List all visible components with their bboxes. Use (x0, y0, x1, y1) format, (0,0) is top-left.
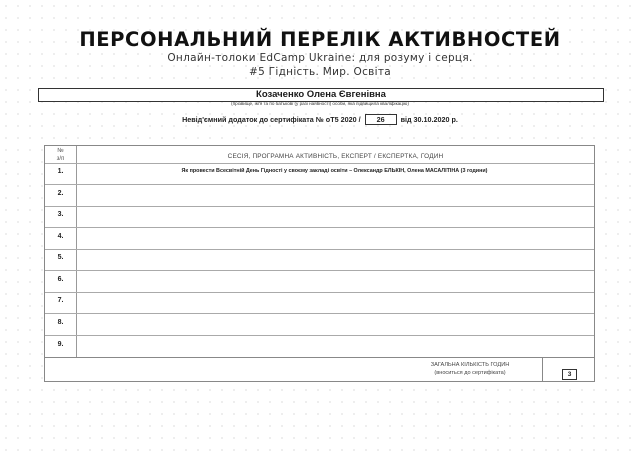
participant-name: Козаченко Олена Євгенівна (38, 88, 604, 102)
row-divider (45, 227, 594, 228)
subtitle-theme: #5 Гідність. Мир. Освіта (248, 66, 392, 78)
row-divider (45, 270, 594, 271)
row-number: 9. (57, 341, 64, 348)
row-activity: Як провести Всесвітній День Гідності у своєму закладі освіти – Олександр ЕЛЬКІН, Олена МАСАЛІТІНА (3 години) (181, 168, 488, 174)
certificate-addendum (0, 114, 640, 125)
row-number: 7. (57, 297, 64, 304)
row-divider (45, 184, 594, 185)
row-number: 2. (57, 190, 64, 197)
column-header-session: СЕСІЯ, ПРОГРАМНА АКТИВНІСТЬ, ЕКСПЕРТ / ЕКСПЕРТКА, ГОДИН (227, 153, 444, 160)
header-divider (45, 163, 594, 164)
row-divider (45, 313, 594, 314)
row-divider (45, 292, 594, 293)
row-number: 1. (57, 168, 64, 175)
column-header-number-line1: № (57, 148, 64, 154)
name-hint: (прізвище, ім'я та по батькові (у разі наявності) особи, яка підвищила кваліфікацію) (231, 101, 409, 106)
total-hours-label (395, 362, 545, 377)
total-separator (542, 358, 543, 381)
certificate-number-box: 26 (365, 114, 397, 125)
total-hours-label-line1: ЗАГАЛЬНА КІЛЬКІСТЬ ГОДИН (430, 362, 510, 368)
addendum-text-after: від 30.10.2020 р. (400, 115, 458, 124)
footer-divider (45, 357, 594, 358)
addendum-text-before: Невід'ємний додаток до сертифіката № оТ5 2020 / (182, 115, 361, 124)
column-header-number (45, 148, 76, 163)
row-number: 4. (57, 233, 64, 240)
page-title: ПЕРСОНАЛЬНИЙ ПЕРЕЛІК АКТИВНОСТЕЙ (79, 28, 561, 51)
total-hours-label-line2: (вноситься до сертифіката) (434, 369, 506, 376)
activities-table (44, 145, 595, 382)
total-hours-value: 3 (562, 369, 577, 380)
column-header-number-line2: з/п (56, 155, 65, 162)
row-divider (45, 206, 594, 207)
subtitle-event: Онлайн-толоки EdCamp Ukraine: для розуму і серця. (167, 52, 473, 64)
row-number: 6. (57, 276, 64, 283)
row-number: 8. (57, 319, 64, 326)
row-divider (45, 335, 594, 336)
row-number: 5. (57, 254, 64, 261)
row-divider (45, 249, 594, 250)
column-divider (76, 146, 77, 357)
row-number: 3. (57, 211, 64, 218)
